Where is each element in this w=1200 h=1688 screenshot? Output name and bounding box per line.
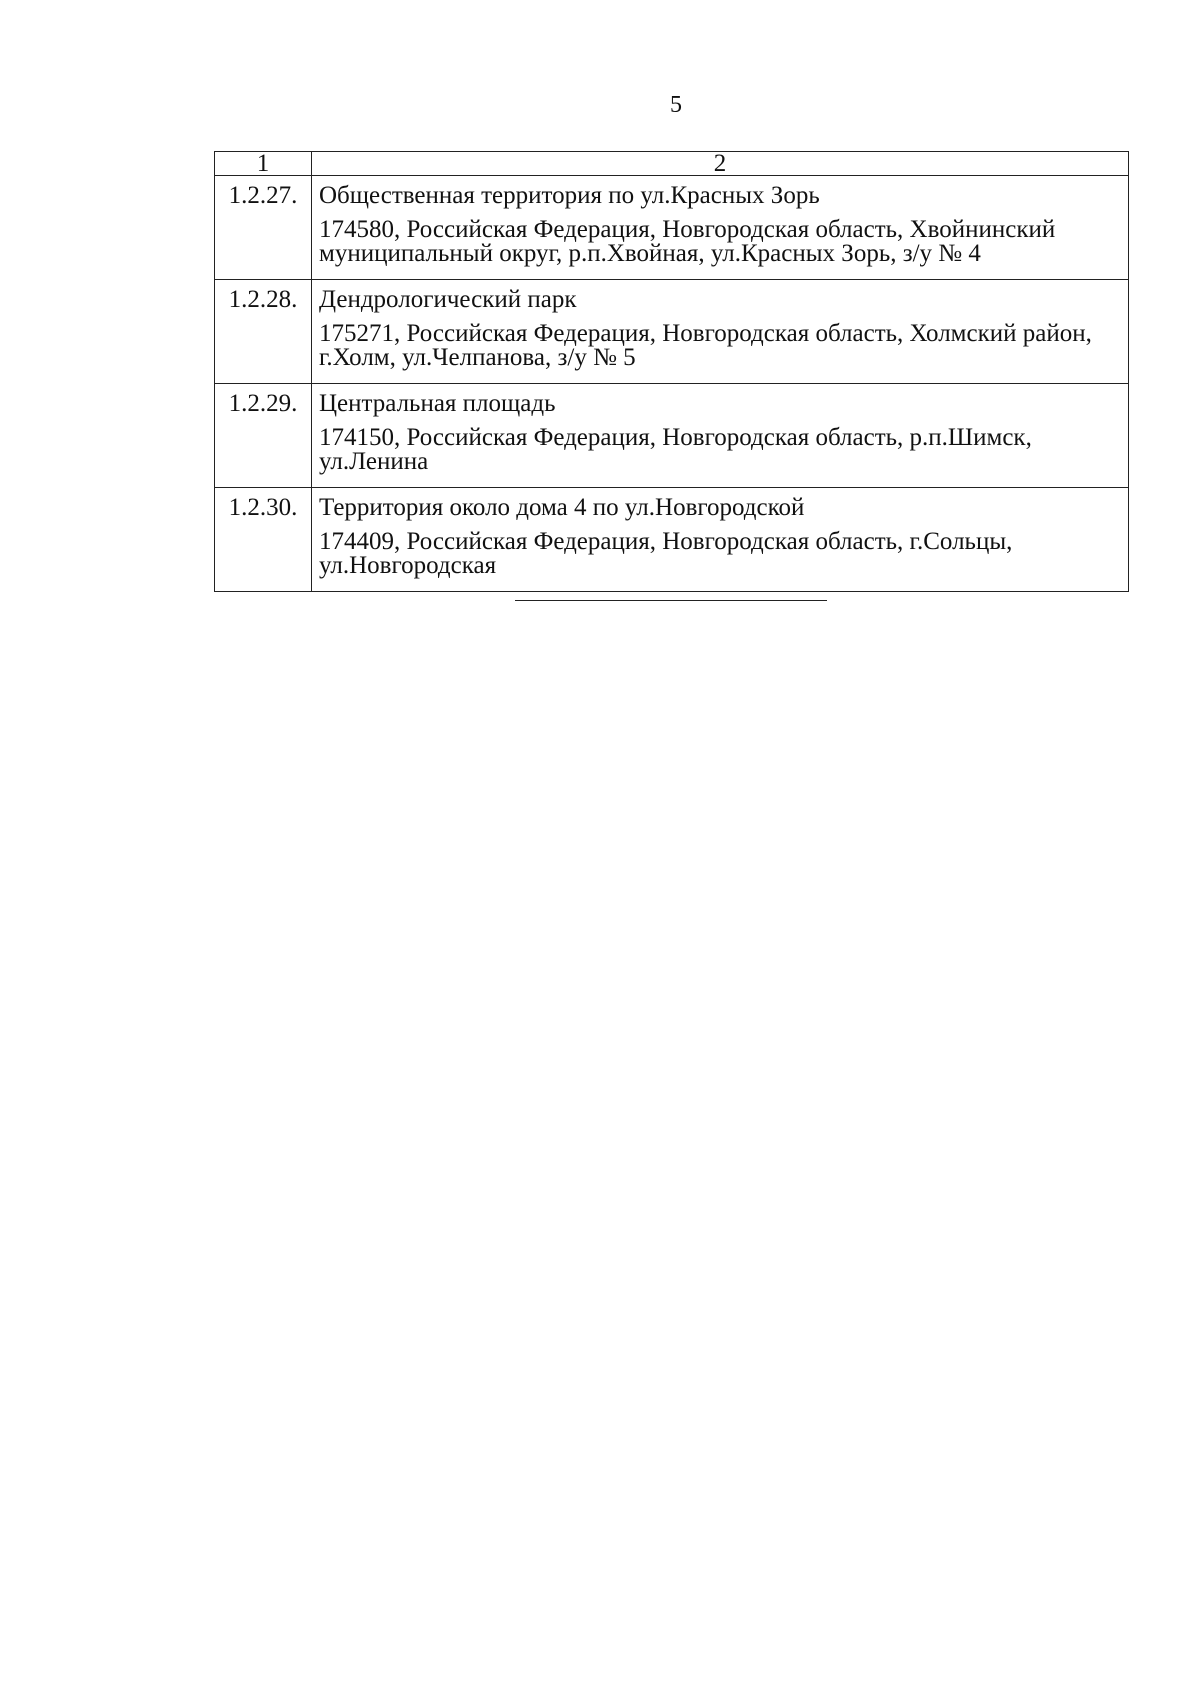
territory-table [214, 151, 1129, 592]
column-header-number: 1 [215, 152, 312, 176]
table-row [215, 488, 1129, 592]
table-row [215, 176, 1129, 280]
table-row [215, 384, 1129, 488]
territory-name: Территория около дома 4 по ул.Новгородской [319, 494, 805, 521]
row-content [312, 280, 1129, 384]
territory-name: Центральная площадь [319, 390, 556, 417]
territory-address: 174580, Российская Федерация, Новгородская область, Хвойнинский муниципальный округ, р.п.Хвойная, ул.Красных Зорь, з/у № 4 [319, 216, 1056, 267]
row-content [312, 176, 1129, 280]
table-header-row [215, 152, 1129, 176]
closing-rule [515, 600, 827, 601]
page-number: 5 [670, 92, 682, 118]
row-number: 1.2.29. [215, 384, 312, 488]
row-number: 1.2.30. [215, 488, 312, 592]
row-number: 1.2.27. [215, 176, 312, 280]
territory-address: 174150, Российская Федерация, Новгородская область, р.п.Шимск, ул.Ленина [319, 424, 1032, 475]
territory-name: Дендрологический парк [319, 286, 577, 313]
row-content [312, 488, 1129, 592]
row-content [312, 384, 1129, 488]
row-number: 1.2.28. [215, 280, 312, 384]
table-row [215, 280, 1129, 384]
territory-name: Общественная территория по ул.Красных Зорь [319, 182, 820, 209]
territory-address: 175271, Российская Федерация, Новгородская область, Холмский район, г.Холм, ул.Челпанова, з/у № 5 [319, 320, 1092, 371]
column-header-description: 2 [312, 152, 1129, 176]
territory-address: 174409, Российская Федерация, Новгородская область, г.Сольцы, ул.Новгородская [319, 528, 1013, 579]
